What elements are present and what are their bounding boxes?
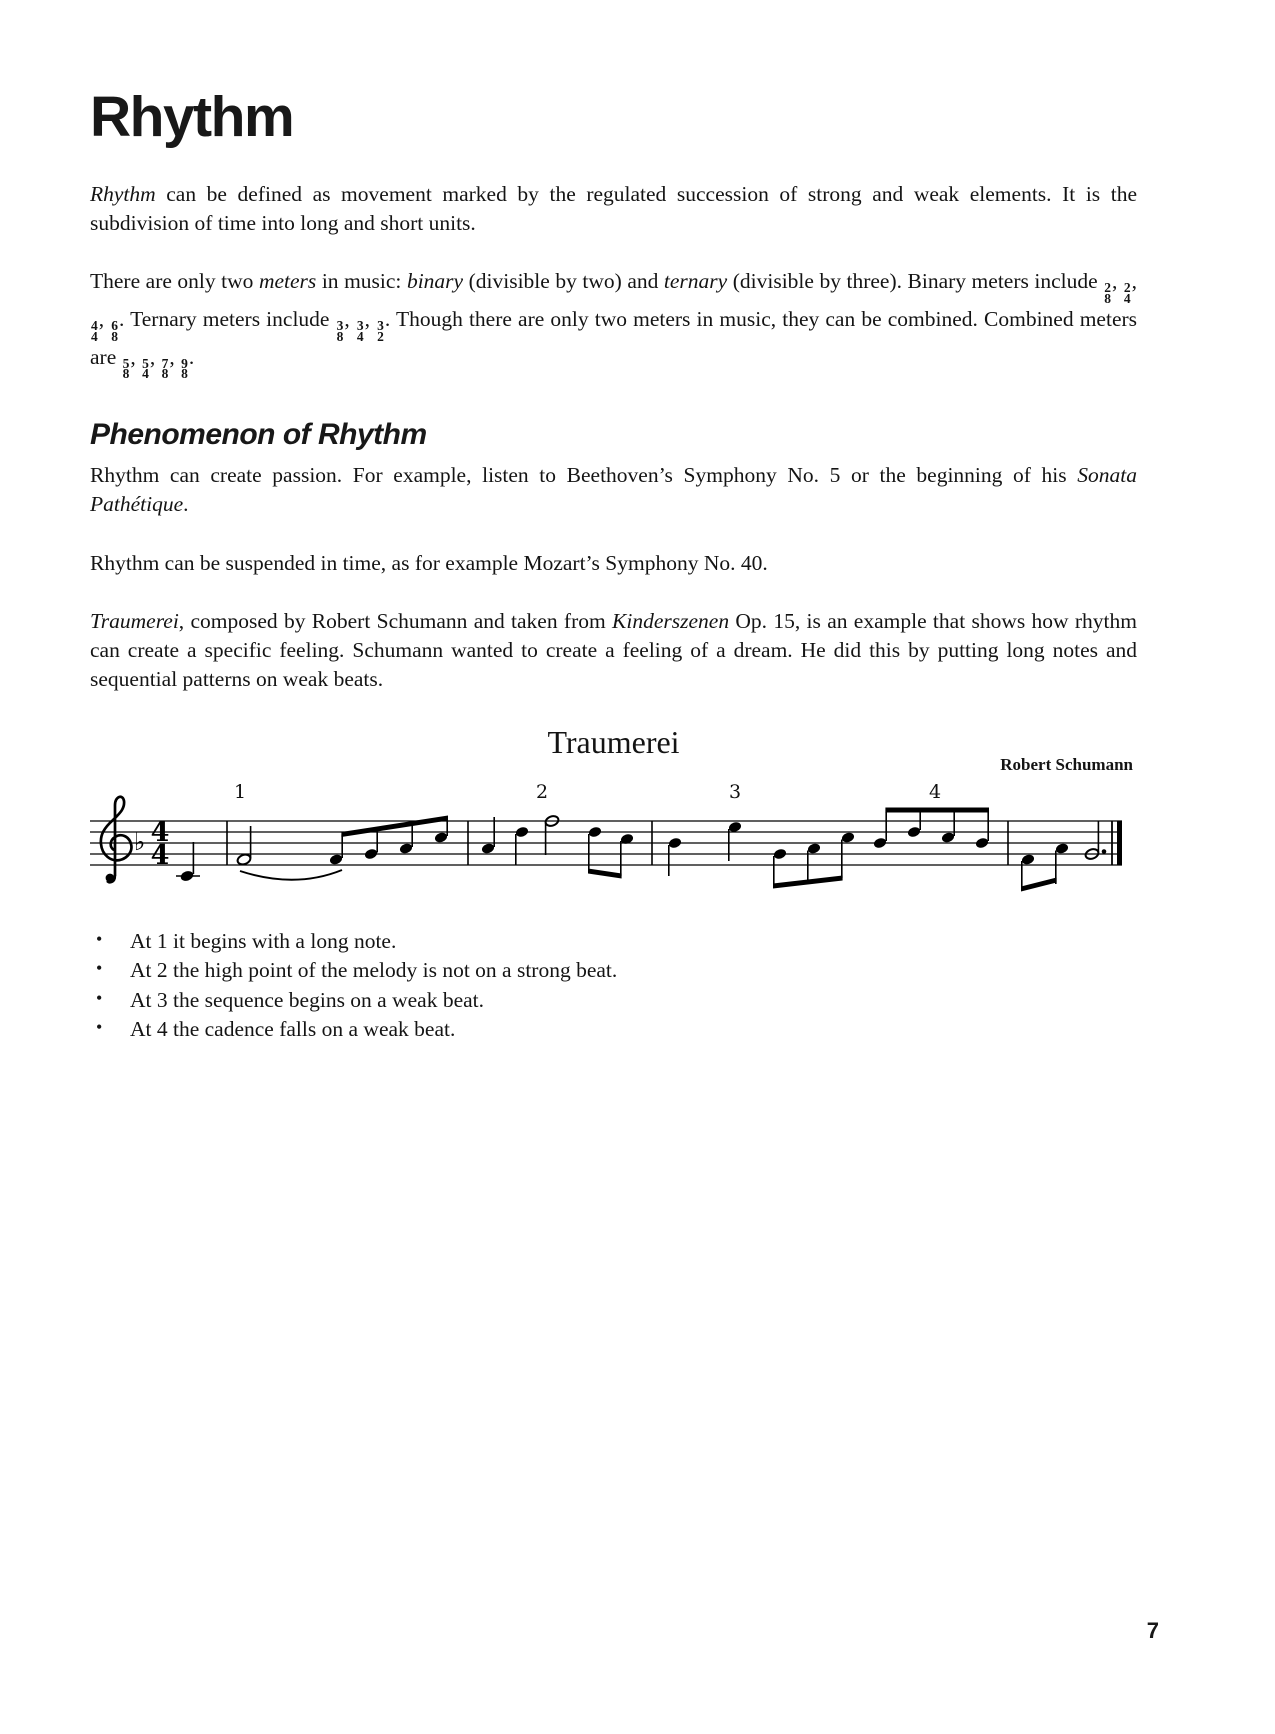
bullet-icon: • [96, 1017, 103, 1038]
paragraph-passion: Rhythm can create passion. For example, listen to Beethoven’s Symphony No. 5 or the beginning of his Sonata Pathétique. [90, 463, 1137, 517]
italic-work-title: Traumerei [90, 608, 179, 633]
time-signature-group-ternary: 3 8 , 3 4 , 3 2 [336, 307, 384, 344]
italic-term: binary [406, 269, 464, 294]
italic-term: meters [258, 269, 317, 294]
measure-label-4: 4 [928, 780, 942, 803]
list-item: • At 2 the high point of the melody is not on a strong beat. [90, 956, 1137, 985]
svg-text:4: 4 [150, 816, 170, 848]
time-signature-group-binary: 2 8 , 2 4 , 4 4 , 6 8 [91, 269, 1137, 344]
page-number: 7 [1146, 1618, 1159, 1643]
paragraph-rhythm-definition: Rhythm can be defined as movement marked by the regulated succession of strong and weak elements. It is the subdivision of time into long and short units. [90, 182, 1137, 236]
measure-label-1: 1 [233, 780, 247, 803]
italic-work-title: Kinderszenen [612, 608, 730, 633]
staff-lines [90, 821, 1122, 865]
music-staff [90, 781, 1128, 901]
page-title: Rhythm [90, 85, 294, 149]
score-composer: Robert Schumann [1000, 754, 1133, 774]
flat-sign: ♭ [134, 827, 146, 856]
treble-clef-icon [101, 796, 132, 882]
notes [176, 807, 1122, 891]
measure-label-2: 2 [535, 780, 549, 803]
measure-label-3: 3 [728, 780, 742, 803]
paragraph-traumerei: Traumerei, composed by Robert Schumann and taken from Kinderszenen Op. 15, is an example that shows how rhythm can create a specific feeling. Schumann wanted to create a feeling of a dream. He did this by putting long notes and sequential patterns on weak beats. [90, 608, 1138, 692]
time-signature [151, 817, 170, 871]
section-heading-phenomenon-of-rhythm: Phenomenon of Rhythm [90, 418, 427, 452]
italic-work-title: Sonata Pathétique [90, 463, 1137, 517]
time-signature-group-combined: 5 8 , 5 4 , 7 8 , 9 8 [122, 344, 188, 382]
bullet-icon: • [96, 928, 103, 949]
italic-term: Rhythm [90, 182, 156, 206]
bullet-icon: • [96, 958, 103, 979]
italic-term: ternary [663, 269, 728, 294]
paragraph-suspended: Rhythm can be suspended in time, as for example Mozart’s Symphony No. 40. [90, 550, 768, 575]
score-title: Traumerei [547, 723, 680, 760]
svg-text:4: 4 [150, 839, 170, 871]
list-item: • At 4 the cadence falls on a weak beat. [90, 1015, 1137, 1044]
bullet-icon: • [96, 987, 103, 1008]
paragraph-meters: There are only two meters in music: binary (divisible by two) and ternary (divisible by three). Binary meters include 2 8 , 2 4 , 4 4 , 6 8 . Ternary meters include 3 8 , 3 4 , 3 2 . Though there are only two meters in music, they can be combined. Combined meters are 5 8 , 5 4 , 7 8 , 9 8 . [90, 269, 1138, 382]
list-item: • At 3 the sequence begins on a weak beat. [90, 986, 1137, 1015]
book-page [0, 84, 1275, 1044]
observation-list [90, 927, 1137, 1045]
music-example [90, 724, 1137, 901]
list-item: • At 1 it begins with a long note. [90, 927, 1137, 956]
